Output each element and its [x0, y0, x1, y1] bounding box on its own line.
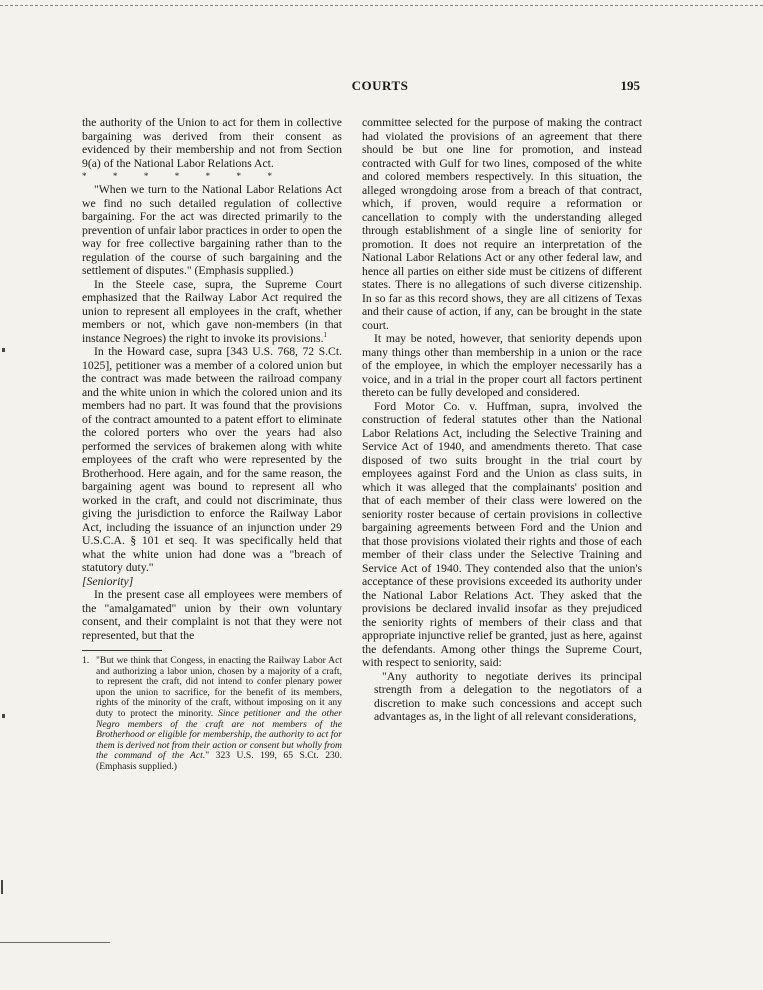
paragraph	[82, 278, 342, 346]
star: *	[174, 171, 180, 181]
right-column	[362, 116, 642, 724]
section-subhead: [Seniority]	[82, 574, 134, 588]
running-title: COURTS	[351, 78, 409, 93]
paragraph: In the Howard case, supra [343 U.S. 768, 72 S.Ct. 1025], petitioner was a member of a colored union but the contract was made between the railroad company and the white union in which the colored union and its members had no part. It was found that the provisions of the contract amounted to a patent effort to eliminate the colored porters who over the years had also performed the services of brakemen along with white employees of the craft who were represented by the Brotherhood. Here again, and for the same reason, the bargaining agent was bound to represent all who worked in the craft, and could not discriminate, thus giving the jurisdiction to enforce the Railway Labor Act, including the issuance of an injunction under 29 U.S.C.A. § 101 et seq. It was specifically held that what the white union had done was a "breach of statutory duty."	[82, 345, 342, 574]
paragraph: Ford Motor Co. v. Huffman, supra, involved the construction of federal statutes other than the National Labor Relations Act, including the Selective Training and Service Act of 1940, and amendments thereto. That case disposed of two suits brought in the trial court by employees against Ford and the Union as class suits, in which it was alleged that the complainants' position and that of each member of their class were lowered on the seniority roster because of certain provisions in collective bargaining agreements between Ford and the Union and that those provisions violated their rights and those of each member of their class under the Selective Training and Service Act of 1940. They contended also that the union's acceptance of these provisions exceeded its authority under the National Labor Relations Act. They asked that the provisions be declared invalid insofar as they prejudiced the seniority rights of members of their class and that appropriate injunctive relief be granted, just as here, against the defendants. Among other things the Supreme Court, with respect to seniority, said:	[362, 399, 642, 669]
margin-mark	[2, 714, 5, 718]
ellipsis-stars	[82, 170, 272, 183]
footnote	[82, 656, 342, 773]
margin-mark	[1, 880, 3, 894]
star: *	[205, 171, 211, 181]
star: *	[112, 171, 118, 181]
star: *	[82, 171, 87, 181]
paragraph-text: In the Steele case, supra, the Supreme Court emphasized that the Railway Labor Act required the union to represent all employees in the craft, whether members or not, which gave non-members (in that instance Negroes) the right to invoke its provisions.	[82, 277, 342, 345]
paragraph: It may be noted, however, that seniority depends upon many things other than membership in a union or the race of the employee, in which the employer necessarily has a voice, and in a trial in the proper court all factors pertinent thereto can be fully developed and considered.	[362, 332, 642, 399]
footnote-italic-text: Since petitioner and the other Negro members of the craft are not members of the Brotherhood or eligible for membership, the authority to act for them is derived not from their action or consent but wholly from the command of the Act.	[96, 707, 342, 762]
paragraph: In the present case all employees were members of the "amalgamated" union by their own voluntary consent, and their complaint is not that they were not represented, but that the	[82, 588, 342, 642]
bottom-rule	[0, 942, 110, 943]
left-column	[82, 116, 342, 773]
footnote-number: 1.	[82, 655, 90, 666]
margin-mark	[2, 348, 5, 352]
top-dashed-rule	[0, 5, 763, 6]
paragraph: the authority of the Union to act for them in collective bargaining was derived from their consent as evidenced by their membership and not from Section 9(a) of the National Labor Relations Act.	[82, 116, 342, 170]
page-number: 195	[620, 78, 640, 93]
star: *	[143, 171, 149, 181]
star: *	[236, 171, 242, 181]
footnote-citation: " 323 U.S. 199, 65 S.Ct. 230. (Emphasis supplied.)	[96, 750, 342, 772]
footnote-ref: 1	[323, 330, 327, 339]
footnote-rule	[82, 650, 162, 651]
block-quote: "Any authority to negotiate derives its principal strength from a delegation to the negotiators of a discretion to make such concessions and accept such advantages as, in the light of all relevant considerations,	[374, 669, 642, 723]
block-quote: "When we turn to the National Labor Relations Act we find no such detailed regulation of collective bargaining. For the act was directed primarily to the prevention of unfair labor practices in order to open the way for free collective bargaining rather than to the regulation of the course of such bargaining and the settlement of disputes." (Emphasis supplied.)	[82, 183, 342, 277]
paragraph: committee selected for the purpose of making the contract had violated the provisions of an agreement that there should be but one line for promotion, and instead contracted with Gulf for two lines, composed of the white and colored members respectively. In this situation, the alleged wrongdoing arose from a breach of that contract, which, if proven, would require a reformation or cancellation to comply with the understanding alleged through establishment of a single line of seniority for promotion. It does not require an interpretation of the National Labor Relations Act or any other federal law, and hence all parties on either side must be citizens of different states. There is no allegations of such diverse citizenship. In so far as this record shows, they are all citizens of Texas and their cause of action, if any, can be brought in the state court.	[362, 116, 642, 332]
star: *	[267, 171, 272, 181]
footnote-text: "But we think that Congess, in enacting the Railway Labor Act and authorizing a labor union, chosen by a majority of a craft, to represent the craft, did not intend to confer plenary power upon the union to sacrifice, for the benefit of its members, rights of the minority of the craft, without imposing on it any duty to protect the minority.	[96, 655, 342, 719]
